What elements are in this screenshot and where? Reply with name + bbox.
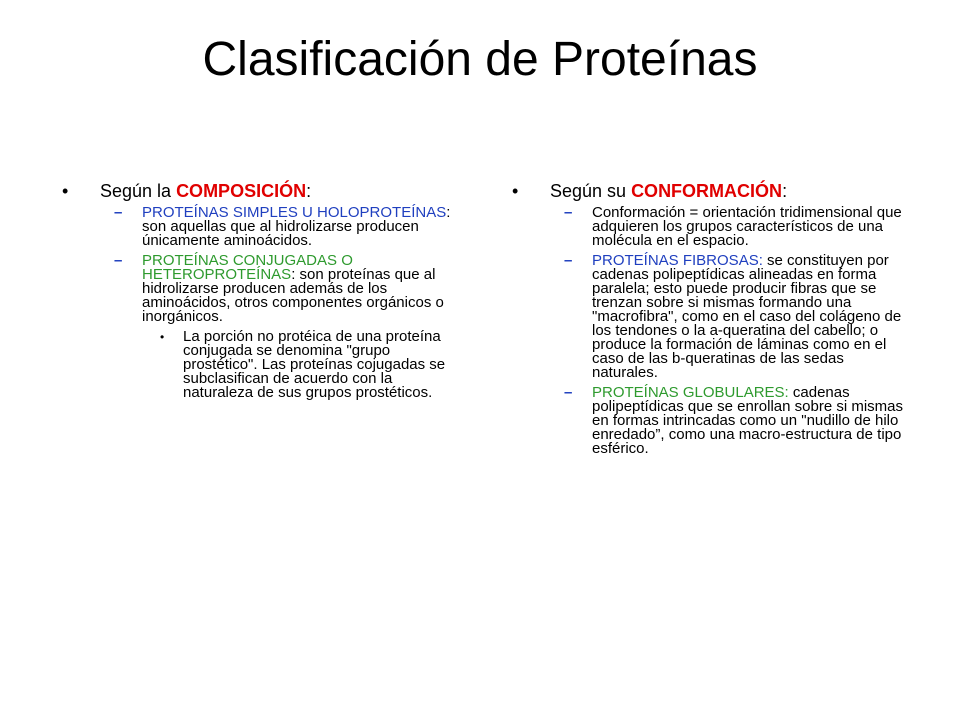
heading-prefix: Según su (550, 181, 632, 201)
left-column (60, 180, 455, 400)
heading-suffix: : (782, 181, 788, 201)
list-item-fibrous-proteins (510, 254, 905, 380)
heading-suffix: : (306, 181, 312, 201)
heading-keyword: CONFORMACIÓN (631, 181, 783, 201)
item-text: : son aquellas que al hidrolizarse producen únicamente aminoácidos. (142, 204, 451, 249)
slide-title: Clasificación de Proteínas (202, 33, 758, 86)
bullet-icon: • (160, 330, 165, 344)
heading-keyword: COMPOSICIÓN (176, 181, 307, 201)
item-label: PROTEÍNAS FIBROSAS: (592, 252, 763, 269)
sub-item-prosthetic-group (60, 330, 455, 400)
item-text: Conformación = orientación tridimensional que adquieren los grupos característicos de una molécula en el espacio. (592, 204, 902, 249)
list-item-simple-proteins (60, 206, 455, 248)
item-text: cadenas polipeptídicas que se enrollan sobre si mismas en formas intrincadas como un "nudillo de hilo enredado”, como una macro-estructura de tipo esférico. (592, 384, 903, 457)
bullet-icon: • (62, 181, 69, 201)
item-text: se constituyen por cadenas polipeptídicas alineadas en forma paralela; esto puede producir fibras que se trenzan sobre si mismas formando una "macrofibra", como en el caso del colágeno de los tendones o la a-queratina del cabello; o produce la formación de láminas como en el caso de las b-queratinas de las sedas naturales. (592, 252, 902, 381)
dash-icon: – (114, 252, 123, 269)
list-item-conformation-definition (510, 206, 905, 248)
conformation-heading (510, 180, 905, 202)
heading-prefix: Según la (100, 181, 177, 201)
dash-icon: – (564, 384, 573, 401)
dash-icon: – (564, 252, 573, 269)
item-label: PROTEÍNAS CONJUGADAS O HETEROPROTEÍNAS (142, 252, 353, 283)
dash-icon: – (114, 204, 123, 221)
bullet-icon: • (512, 181, 519, 201)
item-text: : son proteínas que al hidrolizarse producen además de los aminoácidos, otros componentes orgánicos o inorgánicos. (142, 266, 444, 325)
item-label: PROTEÍNAS GLOBULARES: (592, 384, 789, 401)
right-column (510, 180, 905, 462)
composition-heading (60, 180, 455, 202)
list-item-conjugated-proteins (60, 254, 455, 324)
dash-icon: – (564, 204, 573, 221)
list-item-globular-proteins (510, 386, 905, 456)
item-label: PROTEÍNAS SIMPLES U HOLOPROTEÍNAS (142, 204, 447, 221)
sub-item-text: La porción no protéica de una proteína conjugada se denomina "grupo prostético". Las proteínas cojugadas se subclasifican de acuerdo con la naturaleza de sus grupos prostéticos. (183, 328, 446, 401)
